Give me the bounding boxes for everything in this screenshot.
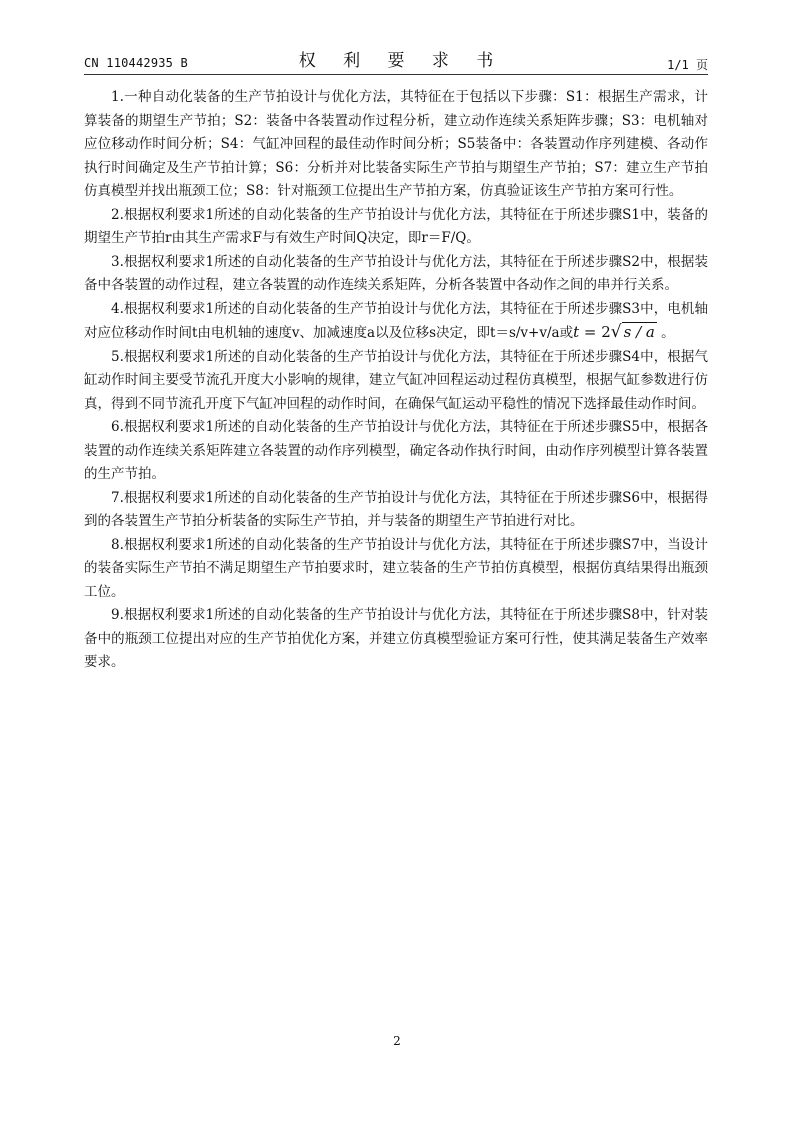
- page-number: 2: [393, 1034, 401, 1048]
- page-header: [84, 46, 708, 72]
- claim-9: 9.根据权利要求1所述的自动化装备的生产节拍设计与优化方法，其特征在于所述步骤S8中，针对装备中的瓶颈工位提出对应的生产节拍优化方案，并建立仿真模型验证方案可行性，使其满足装备生产效率要求。: [84, 607, 708, 670]
- header-divider: [84, 74, 708, 75]
- patent-number: CN 110442935 B: [84, 56, 188, 70]
- document-title: 权 利 要 求 书: [298, 51, 505, 71]
- claim-4: [84, 298, 708, 346]
- claim-7: 7.根据权利要求1所述的自动化装备的生产节拍设计与优化方法，其特征在于所述步骤S6中，根据得到的各装置生产节拍分析装备的实际生产节拍，并与装备的期望生产节拍进行对比。: [84, 489, 708, 529]
- claims-body: [84, 86, 708, 675]
- claim-5: 5.根据权利要求1所述的自动化装备的生产节拍设计与优化方法，其特征在于所述步骤S4中，根据气缸动作时间主要受节流孔开度大小影响的规律，建立气缸冲回程运动过程仿真模型，根据气缸参数进行仿真，得到不同节流孔开度下气缸冲回程的动作时间，在确保气缸运动平稳性的情况下选择最佳动作时间。: [84, 348, 708, 412]
- claim-2: 2.根据权利要求1所述的自动化装备的生产节拍设计与优化方法，其特征在于所述步骤S1中，装备的期望生产节拍r由其生产需求F与有效生产时间Q决定，即r＝F/Q。: [84, 206, 708, 246]
- claim-6: 6.根据权利要求1所述的自动化装备的生产节拍设计与优化方法，其特征在于所述步骤S5中，根据各装置的动作连续关系矩阵建立各装置的动作序列模型，确定各动作执行时间，由动作序列模型计算各装置的生产节拍。: [84, 419, 708, 482]
- claim-4-text: 4.根据权利要求1所述的自动化装备的生产节拍设计与优化方法，其特征在于所述步骤S3中，电机轴对应位移动作时间t由电机轴的速度v、加减速度a以及位移s决定，即t＝s/v+v/a或: [84, 300, 708, 341]
- claim-8: 8.根据权利要求1所述的自动化装备的生产节拍设计与优化方法，其特征在于所述步骤S7中，当设计的装备实际生产节拍不满足期望生产节拍要求时，建立装备的生产节拍仿真模型，根据仿真结果得出瓶颈工位。: [84, 536, 708, 600]
- claim-4-tail: 。: [656, 325, 675, 341]
- claim-3: 3.根据权利要求1所述的自动化装备的生产节拍设计与优化方法，其特征在于所述步骤S2中，根据装备中各装置的动作过程，建立各装置的动作连续关系矩阵，分析各装置中各动作之间的串并行关系。: [84, 253, 708, 293]
- formula-eq: = 2: [579, 323, 611, 341]
- sqrt-icon: √: [610, 322, 622, 342]
- time-formula: [573, 323, 657, 341]
- claim-1: 1.一种自动化装备的生产节拍设计与优化方法，其特征在于包括以下步骤：S1：根据生产需求，计算装备的期望生产节拍；S2：装备中各装置动作过程分析，建立动作连续关系矩阵步骤；S3：电机轴对应位移动作时间分析；S4：气缸冲回程的最佳动作时间分析；S5装备中：各装置动作序列建模、各动作执行时间确定及生产节拍计算；S6：分析并对比装备实际生产节拍与期望生产节拍；S7：建立生产节拍仿真模型并找出瓶颈工位；S8：针对瓶颈工位提出生产节拍方案，仿真验证该生产节拍方案可行性。: [84, 89, 708, 199]
- page-label: 1/1 页: [667, 58, 708, 72]
- formula-radicand: s / a: [623, 323, 655, 341]
- formula-lhs: t: [573, 323, 580, 341]
